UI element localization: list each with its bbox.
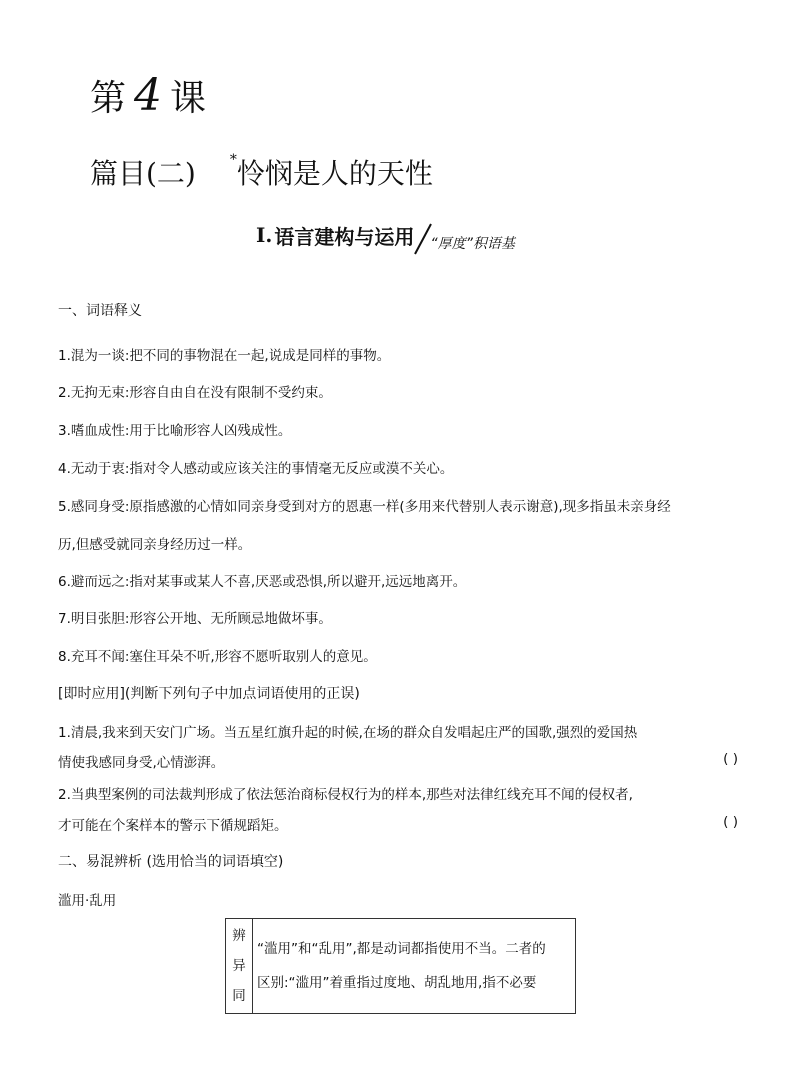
question-2-line-2: 才可能在个案样本的警示下循规蹈矩。 — [58, 818, 288, 834]
part1-heading: 一、词语释义 — [58, 303, 142, 319]
definition-item: 7.明目张胆:形容公开地、无所顾忌地做坏事。 — [58, 611, 332, 627]
question-1-line-1: 1.清晨,我来到天安门广场。当五星红旗升起的时候,在场的群众自发唱起庄严的国歌,强烈的爱国热 — [58, 725, 638, 741]
definition-item: 8.充耳不闻:塞住耳朵不听,形容不愿听取别人的意见。 — [58, 649, 377, 665]
question-1-line-2: 情使我感同身受,心情澎湃。 — [58, 755, 225, 771]
chapter-subtitle — [90, 152, 433, 192]
optional-star-mark: * — [229, 152, 237, 168]
definition-item-cont: 历,但感受就同亲身经历过一样。 — [58, 537, 252, 553]
table-text-line: “滥用”和“乱用”,都是动词都指使用不当。二者的 — [257, 941, 546, 957]
definition-item: 2.无拘无束:形容自由自在没有限制不受约束。 — [58, 385, 332, 401]
article-title: 怜悯是人的天性 — [236, 157, 433, 190]
section-number: Ⅰ. — [256, 223, 273, 247]
label-char: 异 — [232, 958, 246, 974]
part2-heading: 二、易混辨析 (选用恰当的词语填空) — [58, 854, 284, 870]
lesson-suffix: 课 — [170, 78, 209, 119]
question-2-line-1: 2.当典型案例的司法裁判形成了依法惩治商标侵权行为的样本,那些对法律红线充耳不闻的侵权者, — [58, 787, 633, 803]
answer-blank-1[interactable]: ( ) — [723, 751, 738, 767]
practice-heading: [即时应用](判断下列句子中加点词语使用的正误) — [58, 686, 360, 702]
table-text-cell — [253, 919, 576, 1014]
word-pair: 滥用·乱用 — [58, 893, 117, 909]
label-char: 同 — [232, 988, 246, 1004]
table-text-line: 区别:“滥用”着重指过度地、胡乱地用,指不必要 — [257, 975, 537, 991]
answer-blank-2[interactable]: ( ) — [723, 814, 738, 830]
label-char: 辨 — [232, 928, 246, 944]
definition-item: 6.避而远之:指对某事或某人不喜,厌恶或恐惧,所以避开,远远地离开。 — [58, 574, 467, 590]
definition-item: 1.混为一谈:把不同的事物混在一起,说成是同样的事物。 — [58, 348, 391, 364]
lesson-number: 4 — [134, 70, 165, 121]
definition-item: 5.感同身受:原指感激的心情如同亲身受到对方的恩惠一样(多用来代替别人表示谢意),现多指虽未亲身经 — [58, 499, 671, 515]
section-tag: “厚度”积语基 — [430, 236, 515, 252]
section-title: 语言建构与运用 — [274, 224, 415, 249]
lesson-title — [90, 70, 208, 121]
comparison-table — [225, 918, 576, 1014]
chapter-label: 篇目(二) — [90, 157, 196, 190]
definition-item: 3.嗜血成性:用于比喻形容人凶残成性。 — [58, 423, 292, 439]
lesson-prefix: 第 — [90, 78, 129, 119]
table-label-cell — [226, 919, 253, 1014]
definition-item: 4.无动于衷:指对令人感动或应该关注的事情毫无反应或漠不关心。 — [58, 461, 454, 477]
section-banner — [256, 218, 515, 252]
